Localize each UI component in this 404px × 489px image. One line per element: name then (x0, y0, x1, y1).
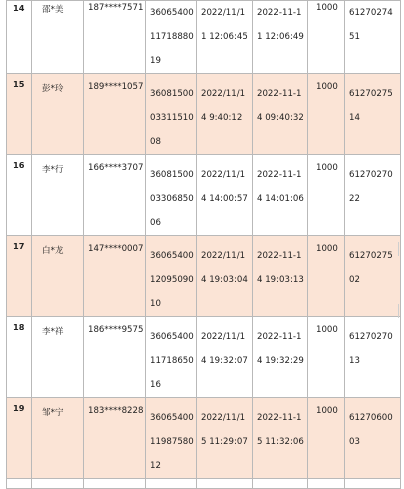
cell-name: 邵*美 (32, 1, 84, 74)
cell-time1: 2022/11/1 4 9:40:12 (197, 74, 253, 155)
cell-code: 6127027451 (345, 1, 401, 74)
cell-time2: 2022-11-1 1 12:06:49 (253, 1, 308, 74)
cell-name: 彭*玲 (32, 74, 84, 155)
cell-time1: 2022/11/1 1 12:06:45 (197, 1, 253, 74)
cell-code: 6127027502 (345, 236, 401, 317)
table-row (7, 1, 401, 74)
cell-phone: 186****9575 (84, 317, 146, 398)
cell-name: 李*祥 (32, 317, 84, 398)
cell-id: 3606540012095090 10 (146, 236, 197, 317)
cell-no: 15 (7, 74, 32, 155)
cell-empty (197, 479, 253, 489)
table-row-partial (7, 479, 401, 489)
cell-amount: 1000 (308, 398, 345, 479)
cell-empty (7, 479, 32, 489)
cell-id: 3606540011718650 16 (146, 317, 197, 398)
cell-empty (345, 479, 401, 489)
cell-empty (308, 479, 345, 489)
cell-empty (32, 479, 84, 489)
cell-phone: 187****7571 (84, 1, 146, 74)
records-table (6, 0, 401, 489)
cell-time1: 2022/11/1 4 14:00:57 (197, 155, 253, 236)
cell-time2: 2022-11-1 4 14:01:06 (253, 155, 308, 236)
cell-code: 6127060003 (345, 398, 401, 479)
cell-no: 17 (7, 236, 32, 317)
cell-name: 白*龙 (32, 236, 84, 317)
cell-time1: 2022/11/1 5 11:29:07 (197, 398, 253, 479)
cell-no: 14 (7, 1, 32, 74)
cell-time1: 2022/11/1 4 19:03:04 (197, 236, 253, 317)
cell-code: 6127027013 (345, 317, 401, 398)
table-row (7, 74, 401, 155)
cell-amount: 1000 (308, 155, 345, 236)
cell-phone: 147****0007 (84, 236, 146, 317)
cell-empty (146, 479, 197, 489)
cell-amount: 1000 (308, 317, 345, 398)
cell-empty (253, 479, 308, 489)
cell-id: 3608150003306850 06 (146, 155, 197, 236)
cell-empty (84, 479, 146, 489)
cell-amount: 1000 (308, 1, 345, 74)
cell-id: 3606540011987580 12 (146, 398, 197, 479)
table-row (7, 317, 401, 398)
cell-phone: 166****3707 (84, 155, 146, 236)
cell-phone: 183****8228 (84, 398, 146, 479)
cell-code: 6127027022 (345, 155, 401, 236)
cell-id: 3606540011718880 19 (146, 1, 197, 74)
cell-phone: 189****1057 (84, 74, 146, 155)
cell-time2: 2022-11-1 4 19:32:29 (253, 317, 308, 398)
cell-name: 邹*宁 (32, 398, 84, 479)
table-row (7, 155, 401, 236)
cell-time2: 2022-11-1 4 19:03:13 (253, 236, 308, 317)
cell-name: 李*行 (32, 155, 84, 236)
cell-no: 18 (7, 317, 32, 398)
cell-amount: 1000 (308, 74, 345, 155)
cell-time2: 2022-11-1 5 11:32:06 (253, 398, 308, 479)
table-row (7, 398, 401, 479)
sheet-edge-mark (398, 304, 403, 318)
sheet-edge-mark (398, 242, 403, 256)
cell-code: 6127027514 (345, 74, 401, 155)
cell-time1: 2022/11/1 4 19:32:07 (197, 317, 253, 398)
cell-time2: 2022-11-1 4 09:40:32 (253, 74, 308, 155)
cell-amount: 1000 (308, 236, 345, 317)
cell-id: 3608150003311510 08 (146, 74, 197, 155)
table-row (7, 236, 401, 317)
cell-no: 16 (7, 155, 32, 236)
cell-no: 19 (7, 398, 32, 479)
